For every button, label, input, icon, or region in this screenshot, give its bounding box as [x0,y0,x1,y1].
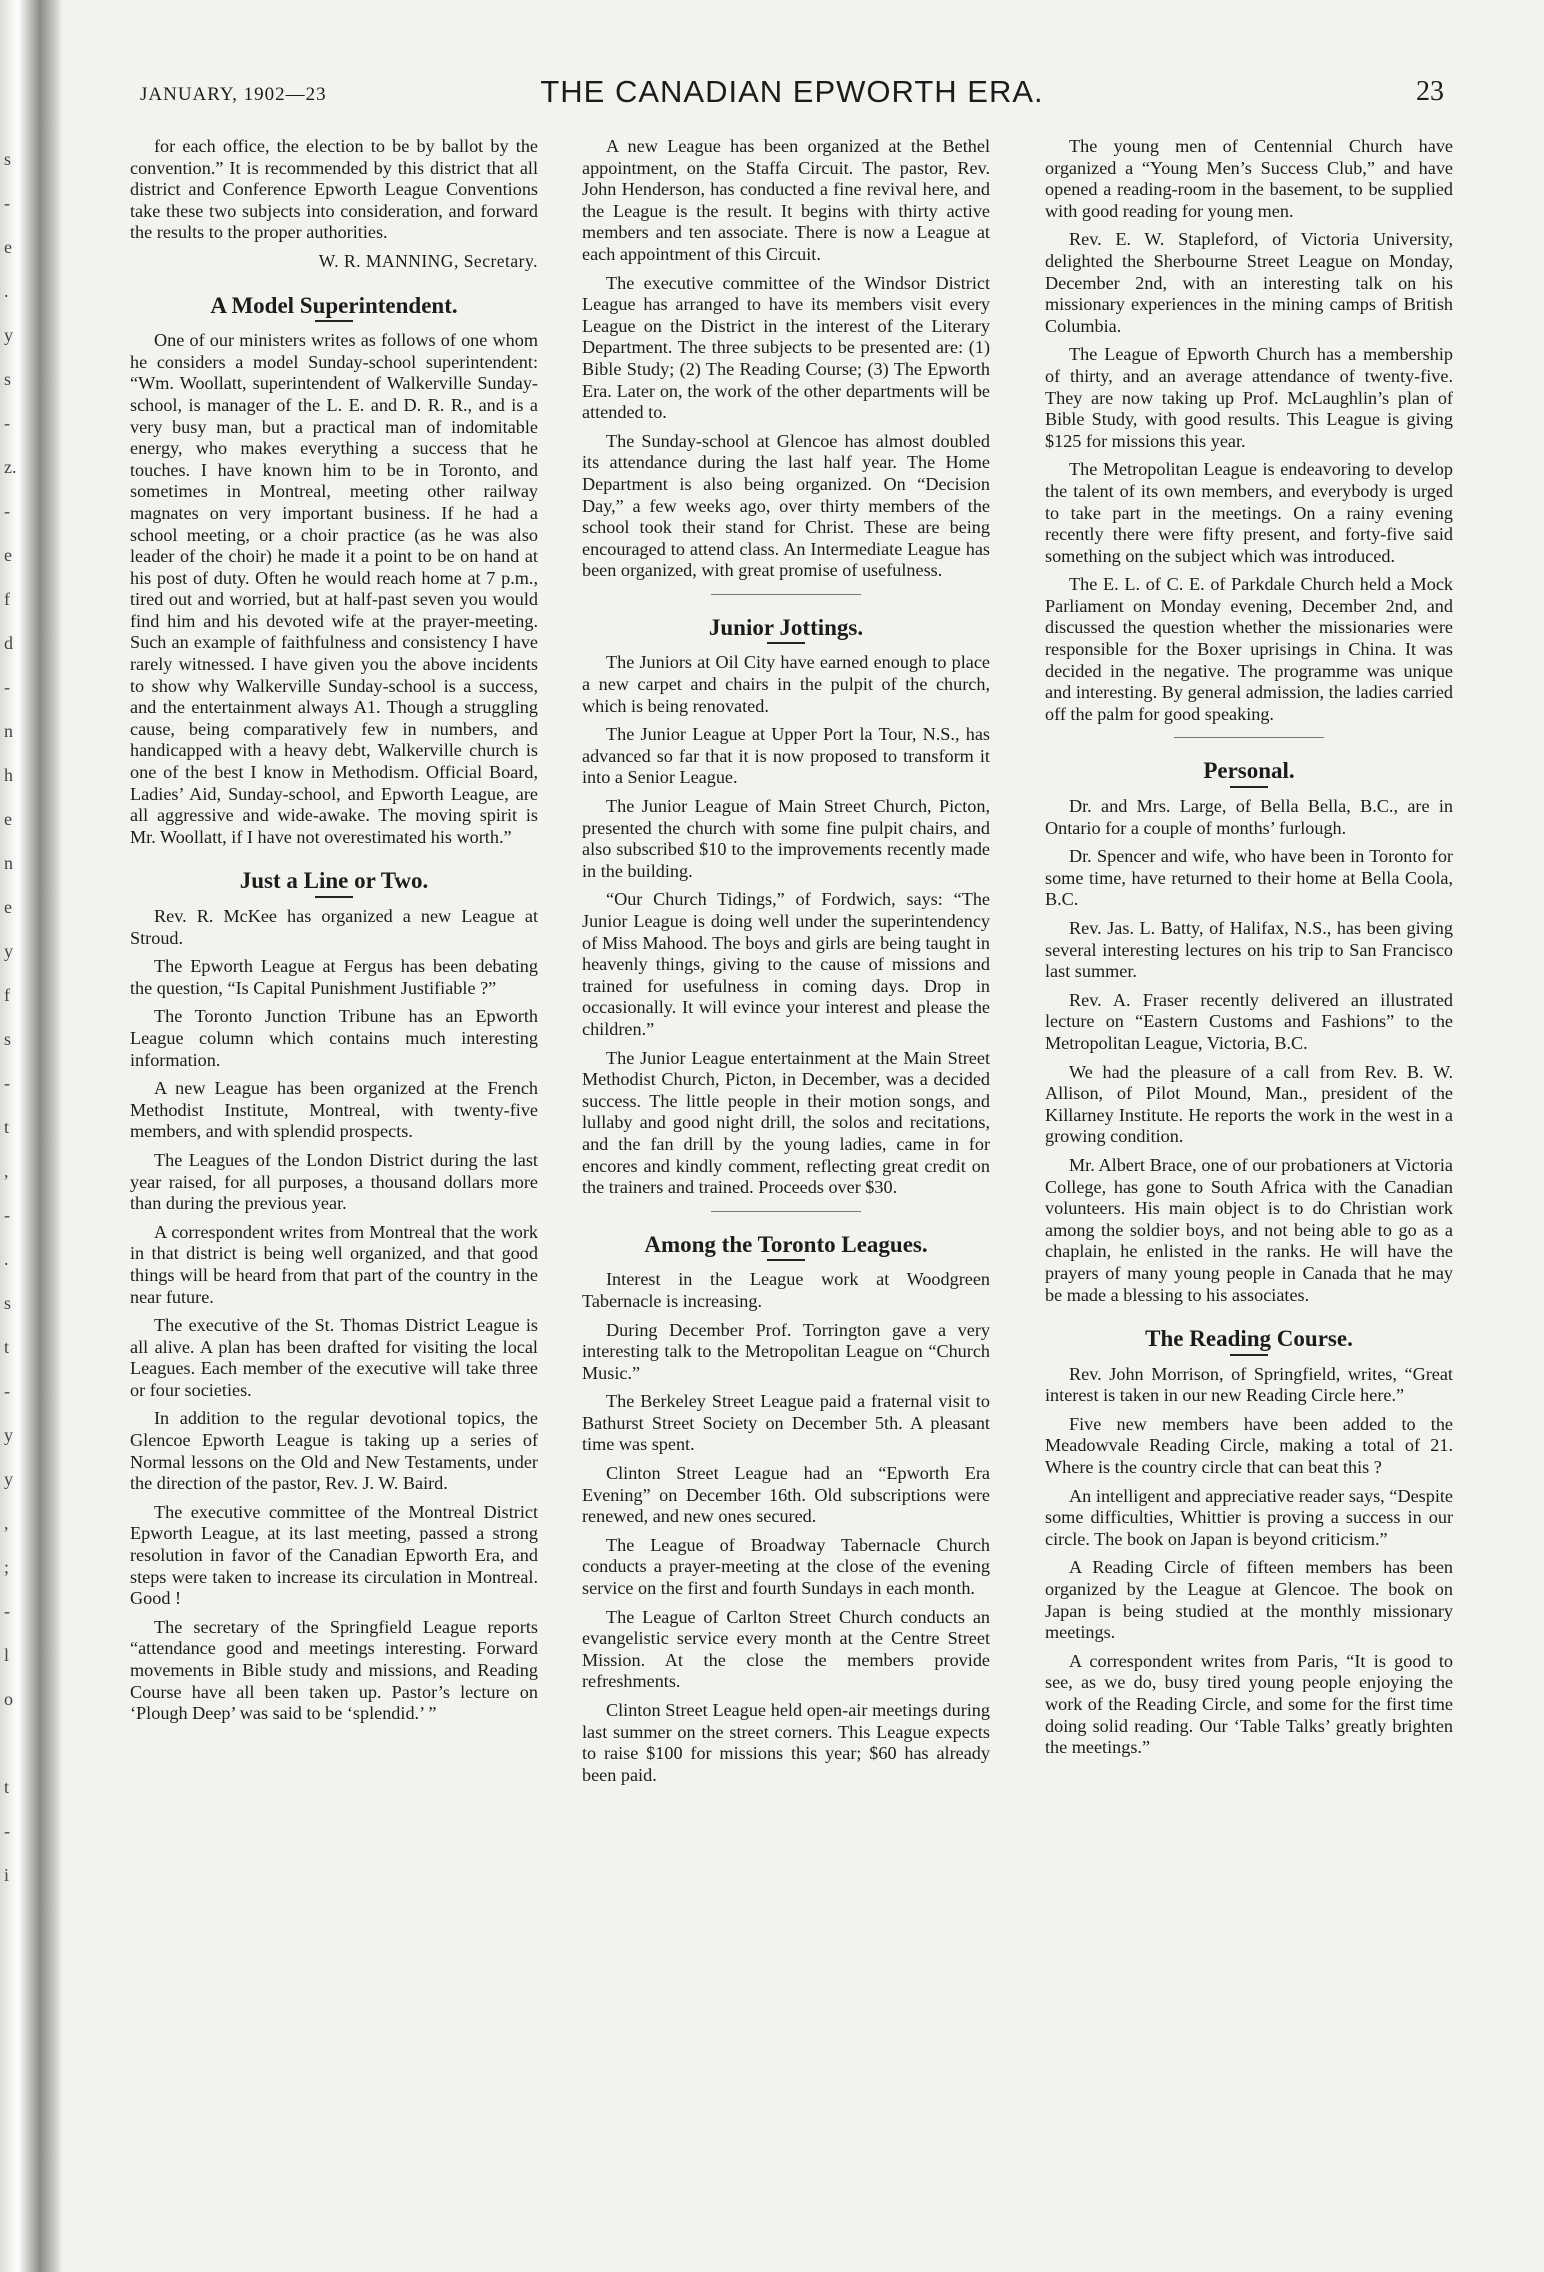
heading-rule [767,642,805,644]
heading-rule [315,896,353,898]
section-heading: Among the Toronto Leagues. [644,1231,928,1257]
edge-fragment: s [4,369,12,389]
edge-fragment: t [4,1337,10,1357]
page-header [140,74,1444,114]
article-paragraph: Mr. Albert Brace, one of our probationers at Victoria College, has gone to South Africa with the Canadian volunteers. His main object is to do Christian work among the soldier boys, and not being able to go as a chaplain, he enlisted in the ranks. He will have the prayers of many young people in Canada that he may be made a blessing to his associates. [1045,1154,1453,1305]
section-heading: Personal. [1203,758,1295,784]
article-paragraph: The Juniors at Oil City have earned enough to place a new carpet and chairs in the pulpit of the church, which is being renovated. [582,652,990,716]
column-3 [1045,136,1453,1766]
section-heading: A Model Superintendent. [210,292,458,318]
column-1 [130,136,538,1732]
edge-fragment: - [4,1601,10,1621]
article-paragraph: During December Prof. Torrington gave a very interesting talk to the Metropolitan League on “Church Music.” [582,1319,990,1383]
edge-fragment: t [4,1777,10,1797]
article-paragraph: “Our Church Tidings,” of Fordwich, says: “The Junior League is doing well under the superintendency of Miss Mahood. The boys and girls are being taught in heavenly things, giving to the cause of missions and trained for usefulness in coming days. Drop in occasionally. It will evince your interest and please the children.” [582,889,990,1039]
article-paragraph: An intelligent and appreciative reader says, “Despite some difficulties, Whittier is proving a success in our circle. The book on Japan is beyond criticism.” [1045,1485,1453,1549]
edge-fragment: z. [4,457,17,477]
article-paragraph: Rev. R. McKee has organized a new League at Stroud. [130,906,538,948]
edge-fragment: ; [4,1557,10,1577]
section-divider [711,594,861,595]
article-paragraph: Five new members have been added to the Meadowvale Reading Circle, making a total of 21. Where is the country circle that can beat this ? [1045,1413,1453,1478]
edge-fragment: s [4,1293,12,1313]
edge-fragment: e [4,809,12,829]
article-paragraph: A correspondent writes from Montreal that the work in that district is being well organized, and that good things will be heard from that part of the country in the near future. [130,1221,538,1307]
edge-fragment: f [4,589,10,609]
article-paragraph: The Leagues of the London District during the last year raised, for all purposes, a thousand dollars more than during the previous year. [130,1149,538,1214]
article-paragraph: The Epworth League at Fergus has been debating the question, “Is Capital Punishment Justifiable ?” [130,956,538,998]
section-heading: The Reading Course. [1145,1326,1353,1352]
article-paragraph: A Reading Circle of fifteen members has been organized by the League at Glencoe. The book on Japan is being studied at the monthly missionary meetings. [1045,1557,1453,1643]
article-paragraph: The Junior League at Upper Port la Tour, N.S., has advanced so far that it is now proposed to transform it into a Senior League. [582,724,990,788]
signature-line: W. R. MANNING, Secretary. [318,250,538,271]
edge-fragment: y [4,325,13,345]
edge-fragment: - [4,1073,10,1093]
page-number: 23 [1416,76,1444,107]
article-paragraph: One of our ministers writes as follows of one whom he considers a model Sunday-school superintendent: “Wm. Woollatt, superintendent of Walkerville Sunday-school, is manager of the L. E. and D. R. R., and is a very busy man, but a practical man of indomitable energy, who makes everything a success that he touches. I have known him to be in Toronto, and sometimes in Montreal, meeting other railway magnates on very important business. If he had a school meeting, or a choir practice (as he was also leader of the choir) he made it a point to be on hand at his post of duty. Often he would reach home at 7 p.m., tired out and worried, but at half-past seven you would find him and his devoted wife at the prayer-meeting. Such an example of faithfulness and consistency I have rarely witnessed. I have given you the above incidents to show why Walkerville Sunday-school is a success, and the entertainment always A1. Though a struggling cause, being comparatively few in numbers, and handicapped with a heavy debt, Walkerville church is one of the best I know in Methodism. Official Board, Ladies’ Aid, Sunday-school, and Epworth League, are all aggressive and wide-awake. The moving spirit is Mr. Woollatt, if I have not overestimated his worth.” [130,330,538,847]
edge-fragment: y [4,1425,13,1445]
edge-fragment: - [4,413,10,433]
article-paragraph: In addition to the regular devotional topics, the Glencoe Epworth League is taking up a series of Normal lessons on the Old and New Testaments, under the direction of the pastor, Rev. J. W. Baird. [130,1408,538,1494]
heading-rule [1230,786,1268,788]
article-paragraph: A correspondent writes from Paris, “It is good to see, as we do, busy tired young people enjoying the work of the Reading Circle, and some for the first time doing solid reading. Our ‘Table Talks’ greatly brighten the meetings.” [1045,1650,1453,1758]
edge-fragment: h [4,765,13,785]
article-paragraph: A new League has been organized at the French Methodist Institute, Montreal, with twenty-five members, and with splendid prospects. [130,1078,538,1142]
edge-fragment: y [4,941,13,961]
article-paragraph: We had the pleasure of a call from Rev. B. W. Allison, of Pilot Mound, Man., president of the Killarney Institute. He reports the work in the west in a growing condition. [1045,1061,1453,1147]
edge-fragment: d [4,633,13,653]
edge-fragment: l [4,1645,10,1665]
article-paragraph: The E. L. of C. E. of Parkdale Church held a Mock Parliament on Monday evening, December 2nd, and discussed the question whether the missionaries were responsible for the Boxer uprisings in China. It was decided in the negative. The programme was unique and interesting. By general admission, the ladies carried off the palm for good speaking. [1045,574,1453,724]
article-paragraph: A new League has been organized at the Bethel appointment, on the Staffa Circuit. The pastor, Rev. John Henderson, has conducted a fine revival here, and the League is the result. It begins with thirty active members and ten associate. There is now a League at each appointment of this Circuit. [582,136,990,264]
column-2 [582,136,990,1793]
edge-fragment: - [4,193,10,213]
article-paragraph: Interest in the League work at Woodgreen Tabernacle is increasing. [582,1269,990,1311]
article-paragraph: Clinton Street League held open-air meetings during last summer on the street corners. This League expects to raise $100 for missions this year; $60 has already been paid. [582,1700,990,1785]
article-paragraph: Clinton Street League had an “Epworth Era Evening” on December 16th. Old subscriptions were renewed, and new ones secured. [582,1463,990,1527]
article-paragraph: The young men of Centennial Church have organized a “Young Men’s Success Club,” and have opened a reading-room in the basement, to be supplied with good reading for young men. [1045,136,1453,221]
article-paragraph: The Junior League entertainment at the Main Street Methodist Church, Picton, in December, was a decided success. The little people in their motion songs, and lullaby and good night drill, the solos and recitations, and the fan drill by the young ladies, came in for encores and kindly comment, reflecting great credit on the trainers and trained. Proceeds over $30. [582,1047,990,1198]
edge-fragment: o [4,1689,13,1709]
edge-fragment: . [4,281,9,301]
article-paragraph: The Sunday-school at Glencoe has almost doubled its attendance during the last half year. The Home Department is also being organized. On “Decision Day,” a few weeks ago, over thirty members of the school took their stand for Christ. These are being encouraged to attend class. An Intermediate League has been organized, with great promise of usefulness. [582,430,990,581]
article-paragraph: The Junior League of Main Street Church, Picton, presented the church with some fine pulpit chairs, and also subscribed $10 to the improvements recently made in the building. [582,796,990,881]
edge-fragment: n [4,853,13,873]
publication-title: THE CANADIAN EPWORTH ERA. [540,74,1044,109]
heading-rule [315,320,353,322]
article-paragraph: The League of Carlton Street Church conducts an evangelistic service every month at the Centre Street Mission. At the close the members provide refreshments. [582,1606,990,1692]
article-paragraph: The League of Broadway Tabernacle Church conducts a prayer-meeting at the close of the evening service on the first and fourth Sundays in each month. [582,1534,990,1599]
article-paragraph: The executive committee of the Windsor District League has arranged to have its members visit every League on the District in the interest of the Literary Department. The three subjects to be presented are: (1) Bible Study; (2) The Reading Course; (3) The Epworth Era. Later on, the work of the other departments will be attended to. [582,272,990,423]
edge-fragment: e [4,545,12,565]
edge-fragment: s [4,149,12,169]
article-paragraph: for each office, the election to be by ballot by the convention.” It is recommended by this district that all district and Conference Epworth League Conventions take these two subjects into consideration, and forward the results to the proper authorities. [130,136,538,243]
edge-fragment: , [4,1513,9,1533]
article-paragraph: Rev. Jas. L. Batty, of Halifax, N.S., has been giving several interesting lectures on his trip to San Francisco last summer. [1045,918,1453,982]
heading-rule [767,1259,805,1261]
edge-fragment: e [4,237,12,257]
edge-fragment: f [4,985,10,1005]
edge-fragment: i [4,1865,10,1885]
issue-date: JANUARY, 1902—23 [140,84,327,105]
article-paragraph: The Toronto Junction Tribune has an Epworth League column which contains much interesting information. [130,1006,538,1070]
article-paragraph: The executive committee of the Montreal District Epworth League, at its last meeting, passed a strong resolution in favor of the Canadian Epworth Era, and steps were taken to increase its circulation in Montreal. Good ! [130,1501,538,1609]
edge-fragment: - [4,1205,10,1225]
section-divider [711,1211,861,1212]
section-heading: Junior Jottings. [708,614,864,640]
edge-fragment: s [4,1029,12,1049]
article-paragraph: Rev. John Morrison, of Springfield, writes, “Great interest is taken in our new Reading Circle here.” [1045,1363,1453,1406]
article-paragraph: Dr. and Mrs. Large, of Bella Bella, B.C., are in Ontario for a couple of months’ furlough. [1045,796,1453,838]
article-paragraph: Rev. E. W. Stapleford, of Victoria University, delighted the Sherbourne Street League on Monday, December 2nd, with an interesting talk on his missionary experiences in the mining camps of British Columbia. [1045,229,1453,336]
article-paragraph: The Metropolitan League is endeavoring to develop the talent of its own members, and everybody is urged to take part in the meetings. On a rainy evening recently there were fifty present, and forty-five said something on the subject which was introduced. [1045,459,1453,566]
article-paragraph: The Berkeley Street League paid a fraternal visit to Bathurst Street Society on December 5th. A pleasant time was spent. [582,1391,990,1455]
edge-fragment: e [4,897,12,917]
edge-fragment: - [4,1821,10,1841]
section-divider [1174,737,1324,738]
article-paragraph: Dr. Spencer and wife, who have been in Toronto for some time, have returned to their home at Bella Coola, B.C. [1045,846,1453,910]
article-paragraph: The secretary of the Springfield League reports “attendance good and meetings interesting. Forward movements in Bible study and missions, and Reading Course have all been taken up. Pastor’s lecture on ‘Plough Deep’ was said to be ‘splendid.’ ” [130,1616,538,1724]
edge-fragment: - [4,677,10,697]
section-heading: Just a Line or Two. [239,868,429,894]
edge-fragment: . [4,1249,9,1269]
heading-rule [1230,1354,1268,1356]
article-paragraph: The executive of the St. Thomas District League is all alive. A plan has been drafted for visiting the local Leagues. Each member of the executive will take three or four societies. [130,1315,538,1400]
edge-fragment: , [4,1161,9,1181]
edge-fragment: - [4,1381,10,1401]
article-paragraph: The League of Epworth Church has a membership of thirty, and an average attendance of twenty-five. They are now taking up Prof. McLaughlin’s plan of Bible Study, with good results. This League is giving $125 for missions this year. [1045,344,1453,451]
edge-fragment: n [4,721,13,741]
article-paragraph: Rev. A. Fraser recently delivered an illustrated lecture on “Eastern Customs and Fashions” to the Metropolitan League, Victoria, B.C. [1045,989,1453,1053]
edge-fragment: y [4,1469,13,1489]
edge-fragment: - [4,501,10,521]
edge-fragment: t [4,1117,10,1137]
